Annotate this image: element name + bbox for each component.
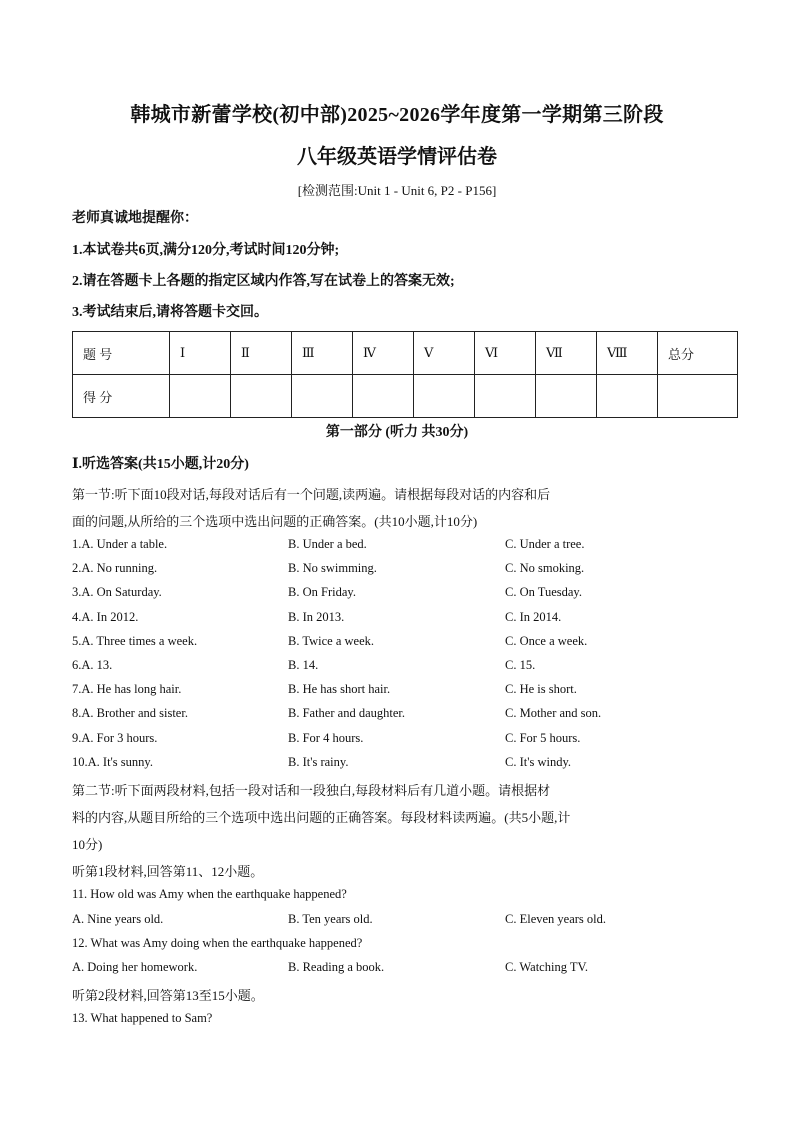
q9-option-a: 9.A. For 3 hours. — [72, 730, 158, 745]
score-table-score-row — [73, 375, 738, 418]
q5-option-a: 5.A. Three times a week. — [72, 633, 198, 648]
q10-option-b: B. It's rainy. — [288, 754, 349, 769]
q4-option-c: C. In 2014. — [505, 609, 562, 624]
sec2-intro-line1: 第二节:听下面两段材料,包括一段对话和一段独白,每段材料后有几道小题。请根据材 — [72, 783, 551, 798]
q1-option-b: B. Under a bed. — [288, 537, 367, 551]
q10-option-a: 10.A. It's sunny. — [72, 754, 153, 769]
exam-title-line1: 韩城市新蕾学校(初中部)2025~2026学年度第一学期第三阶段 — [130, 104, 664, 126]
score-blank — [353, 375, 414, 418]
exam-title-line2: 八年级英语学情评估卷 — [297, 146, 497, 168]
score-table — [72, 331, 738, 418]
notice-heading: 老师真诚地提醒你： — [72, 211, 198, 226]
q8-option-c: C. Mother and son. — [505, 706, 602, 721]
q10-option-c: C. It's windy. — [505, 754, 572, 769]
score-cell-4: Ⅳ — [353, 332, 414, 375]
q4-option-b: B. In 2013. — [288, 609, 345, 624]
q11-option-c: C. Eleven years old. — [505, 912, 607, 926]
q2-option-c: C. No smoking. — [505, 561, 585, 576]
sec1-intro-line1: 第一节:听下面10段对话,每段对话后有一个问题,读两遍。请根据每段对话的内容和后 — [72, 487, 551, 502]
q12-option-c: C. Watching TV. — [505, 960, 589, 974]
q4-option-a: 4.A. In 2012. — [72, 609, 139, 624]
q3-option-c: C. On Tuesday. — [505, 585, 582, 600]
score-cell-2: Ⅱ — [231, 332, 292, 375]
sec1-intro-line2: 面的问题,从所给的三个选项中选出问题的正确答案。(共10小题,计10分) — [72, 514, 478, 529]
score-table-header-row — [73, 332, 738, 375]
score-blank — [658, 375, 738, 418]
part1-title: 第一部分 (听力 共30分) — [325, 425, 469, 440]
score-row-label: 得 分 — [73, 375, 170, 418]
score-cell-label: 题 号 — [73, 332, 170, 375]
score-cell-8: Ⅷ — [597, 332, 658, 375]
score-blank — [414, 375, 475, 418]
q9-option-c: C. For 5 hours. — [505, 730, 581, 745]
q12-option-b: B. Reading a book. — [288, 960, 385, 974]
q1-option-c: C. Under a tree. — [505, 537, 585, 551]
q6-option-a: 6.A. 13. — [72, 658, 113, 672]
q12-stem: 12. What was Amy doing when the earthquake happened? — [72, 936, 363, 950]
q13-stem: 13. What happened to Sam? — [72, 1011, 213, 1025]
score-blank — [475, 375, 536, 418]
q2-option-b: B. No swimming. — [288, 561, 377, 576]
q7-option-c: C. He is short. — [505, 682, 577, 697]
score-blank — [170, 375, 231, 418]
score-cell-7: Ⅶ — [536, 332, 597, 375]
q6-option-b: B. 14. — [288, 658, 319, 672]
q8-option-a: 8.A. Brother and sister. — [72, 706, 188, 721]
score-blank — [597, 375, 658, 418]
q3-option-a: 3.A. On Saturday. — [72, 585, 162, 600]
score-cell-5: Ⅴ — [414, 332, 475, 375]
q11-stem: 11. How old was Amy when the earthquake happened? — [72, 887, 347, 901]
q5-option-c: C. Once a week. — [505, 633, 588, 648]
score-cell-3: Ⅲ — [292, 332, 353, 375]
notice-item-2: 2.请在答题卡上各题的指定区域内作答,写在试卷上的答案无效; — [72, 274, 455, 289]
q1-option-a: 1.A. Under a table. — [72, 537, 168, 551]
q5-option-b: B. Twice a week. — [288, 633, 375, 648]
material2-instruction: 听第2段材料,回答第13至15小题。 — [72, 988, 264, 1003]
q2-option-a: 2.A. No running. — [72, 561, 158, 576]
section1-heading: Ⅰ.听选答案(共15小题,计20分) — [72, 457, 249, 472]
sec2-intro-line3: 10分) — [72, 837, 103, 852]
q7-option-a: 7.A. He has long hair. — [72, 682, 182, 697]
material1-instruction: 听第1段材料,回答第11、12小题。 — [72, 864, 264, 879]
q11-option-a: A. Nine years old. — [72, 912, 164, 926]
score-blank — [536, 375, 597, 418]
score-blank — [231, 375, 292, 418]
q6-option-c: C. 15. — [505, 658, 536, 672]
score-cell-6: Ⅵ — [475, 332, 536, 375]
q3-option-b: B. On Friday. — [288, 585, 356, 600]
q8-option-b: B. Father and daughter. — [288, 706, 405, 721]
notice-item-3: 3.考试结束后,请将答题卡交回。 — [72, 305, 268, 320]
q12-option-a: A. Doing her homework. — [72, 960, 198, 974]
exam-scope: [检测范围:Unit 1 - Unit 6, P2 - P156] — [297, 183, 497, 198]
score-blank — [292, 375, 353, 418]
q11-option-b: B. Ten years old. — [288, 912, 373, 926]
q7-option-b: B. He has short hair. — [288, 682, 391, 697]
score-cell-1: Ⅰ — [170, 332, 231, 375]
q9-option-b: B. For 4 hours. — [288, 730, 364, 745]
sec2-intro-line2: 料的内容,从题目所给的三个选项中选出问题的正确答案。每段材料读两遍。(共5小题,计 — [72, 810, 571, 825]
notice-item-1: 1.本试卷共6页,满分120分,考试时间120分钟; — [72, 243, 340, 258]
score-cell-total: 总分 — [658, 332, 738, 375]
